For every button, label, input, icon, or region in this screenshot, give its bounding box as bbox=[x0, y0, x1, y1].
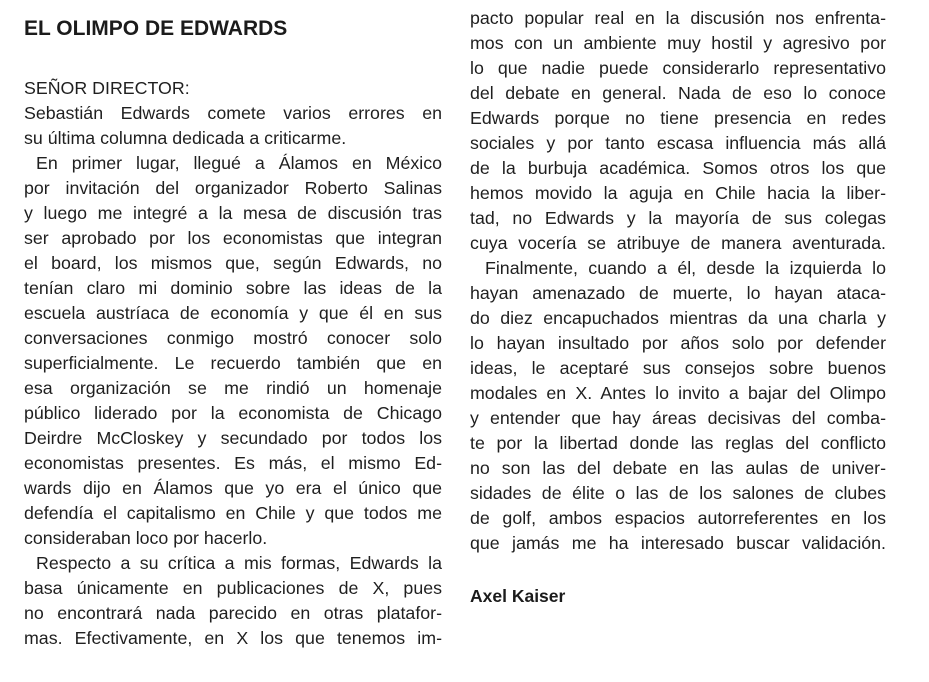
left-line-12: esa organización se me rindió un homenaje bbox=[24, 378, 442, 398]
right-line-4: del debate en general. Nada de eso lo conoce bbox=[470, 83, 886, 103]
salutation: SEÑOR DIRECTOR: bbox=[24, 78, 190, 98]
left-line-2: su última columna dedicada a criticarme. bbox=[24, 128, 347, 148]
right-line-7: de la burbuja académica. Somos otros los que bbox=[470, 158, 886, 178]
left-line-11: superficialmente. Le recuerdo también que en bbox=[24, 353, 442, 373]
left-line-3: En primer lugar, llegué a Álamos en México bbox=[36, 153, 442, 173]
left-line-17: defendía el capitalismo en Chile y que todos me bbox=[24, 503, 442, 523]
left-line-8: tenían claro mi dominio sobre las ideas de la bbox=[24, 278, 442, 298]
right-line-14: lo hayan insultado por años solo por defender bbox=[470, 333, 886, 353]
left-line-4: por invitación del organizador Roberto Salinas bbox=[24, 178, 442, 198]
right-line-5: Edwards porque no tiene presencia en redes bbox=[470, 108, 886, 128]
right-line-6: sociales y por tanto escasa influencia más allá bbox=[470, 133, 886, 153]
left-line-22: mas. Efectivamente, en X los que tenemos im- bbox=[24, 628, 442, 648]
left-line-19: Respecto a su crítica a mis formas, Edwards la bbox=[36, 553, 442, 573]
right-line-9: tad, no Edwards y la mayoría de sus colegas bbox=[470, 208, 886, 228]
article-title: EL OLIMPO DE EDWARDS bbox=[24, 17, 288, 40]
left-line-9: escuela austríaca de economía y que él en sus bbox=[24, 303, 442, 323]
left-line-1: Sebastián Edwards comete varios errores en bbox=[24, 103, 442, 123]
right-line-12: hayan amenazado de muerte, lo hayan ataca- bbox=[470, 283, 886, 303]
left-line-20: basa únicamente en publicaciones de X, pues bbox=[24, 578, 442, 598]
left-line-16: wards dijo en Álamos que yo era el único que bbox=[24, 478, 442, 498]
right-line-3: lo que nadie puede considerarlo representativo bbox=[470, 58, 886, 78]
right-line-21: de golf, ambos espacios autorreferentes en los bbox=[470, 508, 886, 528]
left-line-15: economistas presentes. Es más, el mismo Ed- bbox=[24, 453, 442, 473]
left-line-6: ser aprobado por los economistas que integran bbox=[24, 228, 442, 248]
right-line-20: sidades de élite o las de los salones de clubes bbox=[470, 483, 886, 503]
left-line-14: Deirdre McCloskey y secundado por todos los bbox=[24, 428, 442, 448]
right-line-11: Finalmente, cuando a él, desde la izquierda lo bbox=[485, 258, 886, 278]
right-line-2: mos con un ambiente muy hostil y agresivo por bbox=[470, 33, 886, 53]
right-line-19: no son las del debate en las aulas de univer- bbox=[470, 458, 886, 478]
left-line-10: conversaciones conmigo mostró conocer solo bbox=[24, 328, 442, 348]
left-line-5: y luego me integré a la mesa de discusión tras bbox=[24, 203, 442, 223]
right-line-16: modales en X. Antes lo invito a bajar del Olimpo bbox=[470, 383, 886, 403]
left-line-18: consideraban loco por hacerlo. bbox=[24, 528, 268, 548]
right-line-10: cuya vocería se atribuye de manera aventurada. bbox=[470, 233, 886, 253]
left-line-7: el board, los mismos que, según Edwards, no bbox=[24, 253, 442, 273]
right-line-8: hemos movido la aguja en Chile hacia la liber- bbox=[470, 183, 886, 203]
author-signature: Axel Kaiser bbox=[470, 586, 566, 606]
right-line-1: pacto popular real en la discusión nos enfrenta- bbox=[470, 8, 886, 28]
right-line-15: ideas, le aceptaré sus consejos sobre buenos bbox=[470, 358, 886, 378]
left-line-21: no encontrará nada parecido en otras platafor- bbox=[24, 603, 442, 623]
left-line-13: público liderado por la economista de Chicago bbox=[24, 403, 442, 423]
right-line-13: do diez encapuchados mientras da una charla y bbox=[470, 308, 886, 328]
right-line-18: te por la libertad donde las reglas del conflicto bbox=[470, 433, 886, 453]
right-line-17: y entender que hay áreas decisivas del comba- bbox=[470, 408, 886, 428]
right-line-22: que jamás me ha interesado buscar validación. bbox=[470, 533, 886, 553]
